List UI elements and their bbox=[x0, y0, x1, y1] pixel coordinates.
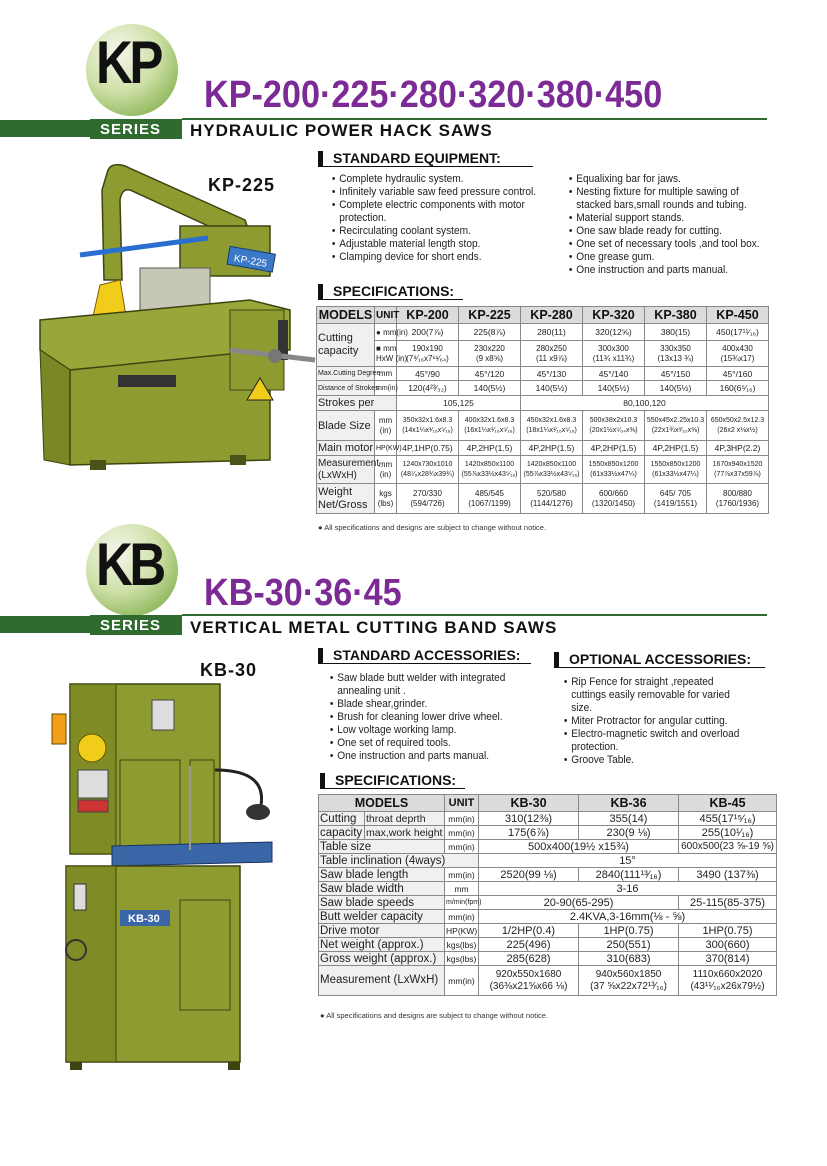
table-cell: 370(814) bbox=[679, 952, 777, 966]
row-label bbox=[317, 324, 375, 367]
table-cell bbox=[645, 456, 707, 484]
cell-value: 1550x850x1200 bbox=[588, 460, 639, 468]
kp-specifications-table bbox=[316, 306, 769, 514]
unit-cell bbox=[375, 411, 397, 441]
kp-disclaimer: ● All specifications and designs are subject to change without notice. bbox=[318, 523, 546, 532]
table-cell: 140(5½) bbox=[583, 381, 645, 396]
row-label: Table inclination (4ways) bbox=[319, 854, 479, 868]
label-text: Cutting capacity bbox=[318, 332, 359, 357]
table-cell: 2840(111¹³⁄₁₆) bbox=[579, 868, 679, 882]
row-label: Max.Cutting Degree bbox=[317, 367, 375, 381]
table-cell: 160(6⁵⁄₁₆) bbox=[707, 381, 769, 396]
row-label: Saw blade length bbox=[319, 868, 445, 882]
kp-title-rule bbox=[182, 118, 767, 120]
cell-value: (20x1½x⁵⁄₆₄x⅜) bbox=[589, 426, 638, 434]
table-cell bbox=[459, 484, 521, 514]
table-cell: 140(5½) bbox=[645, 381, 707, 396]
list-item: • One instruction and parts manual. bbox=[328, 750, 521, 763]
header-model: KP-380 bbox=[645, 307, 707, 324]
cell-value: 230x220 bbox=[474, 343, 505, 353]
table-cell: 450(17¹¹⁄₁₆) bbox=[707, 324, 769, 341]
table-cell bbox=[583, 456, 645, 484]
unit-text: (in) bbox=[395, 353, 408, 363]
list-item: • Groove Table. bbox=[562, 754, 746, 767]
cell-value: 330x350 bbox=[660, 343, 691, 353]
unit-cell: mm(in) bbox=[445, 868, 479, 882]
row-label: Gross weight (approx.) bbox=[319, 952, 445, 966]
list-item: • Saw blade butt welder with integrated annealing unit . bbox=[328, 672, 521, 698]
table-cell: 45°/130 bbox=[521, 367, 583, 381]
cell-value: 800/880 bbox=[723, 488, 752, 498]
table-cell: 310(12⅜) bbox=[479, 812, 579, 826]
unit-text: kgs bbox=[379, 488, 392, 498]
table-cell: 255(10¹⁄₁₆) bbox=[679, 826, 777, 840]
unit-cell: HP(KW) bbox=[446, 925, 478, 936]
table-cell: 225(8⅞) bbox=[459, 324, 521, 341]
kp-badge-text: KP bbox=[96, 29, 161, 96]
unit-cell: mm(in) bbox=[445, 840, 479, 854]
list-item: • Adjustable material length stop. bbox=[330, 238, 551, 251]
table-cell bbox=[459, 411, 521, 441]
kp-specifications-heading: SPECIFICATIONS: bbox=[318, 284, 463, 300]
kp-225-machine-image bbox=[30, 160, 320, 480]
table-cell: 140(5½) bbox=[521, 381, 583, 396]
table-cell bbox=[583, 411, 645, 441]
table-cell: 45°/150 bbox=[645, 367, 707, 381]
table-cell bbox=[707, 484, 769, 514]
list-item: • Clamping device for short ends. bbox=[330, 251, 551, 264]
header-model: KB-30 bbox=[479, 795, 579, 812]
row-label: Weight Net/Gross bbox=[317, 484, 375, 514]
kp-machine-plate: KP-225 bbox=[233, 253, 268, 270]
cell-value: (48⁷⁄₈x28¾x39¾) bbox=[400, 470, 455, 478]
cell-value: (13x13 ¾) bbox=[657, 353, 694, 363]
row-label: Drive motor bbox=[319, 924, 445, 938]
table-cell: 230(9 ⅛) bbox=[579, 826, 679, 840]
table-cell: 300(660) bbox=[679, 938, 777, 952]
cell-value: 1110x660x2020 bbox=[692, 968, 763, 980]
cell-value: (55⅞x33½x43⁵⁄₁₆) bbox=[461, 470, 518, 478]
list-item: • Complete hydraulic system. bbox=[330, 173, 551, 186]
unit-cell: mm bbox=[445, 882, 479, 896]
kb-optional-accessories-list bbox=[562, 676, 746, 767]
cell-value: 645/ 705 bbox=[659, 488, 692, 498]
cell-value: 650x50x2.5x12.3 bbox=[710, 416, 765, 424]
kp-standard-equipment-heading: STANDARD EQUIPMENT: bbox=[318, 151, 533, 167]
table-cell bbox=[521, 484, 583, 514]
table-cell: 20-90(65-295) bbox=[479, 896, 679, 910]
cell-value: (61x33½x47¼) bbox=[652, 470, 699, 478]
cell-value: 450x32x1.6x8.3 bbox=[526, 416, 577, 424]
table-cell bbox=[583, 341, 645, 367]
list-item: • One grease gum. bbox=[567, 251, 765, 264]
header-model: KP-450 bbox=[707, 307, 769, 324]
cell-value: (14x1¼x¹⁄₁₆x⁵⁄₁₆) bbox=[402, 426, 453, 434]
unit-text: mm(in) bbox=[383, 327, 408, 337]
unit-cell: kgs(lbs) bbox=[445, 938, 479, 952]
cell-value: (36⅜x21⅝x66 ⅛) bbox=[489, 980, 568, 992]
table-cell: 200(7⅞) bbox=[397, 324, 459, 341]
table-cell bbox=[459, 456, 521, 484]
table-cell: 320(12⅝) bbox=[583, 324, 645, 341]
table-cell bbox=[645, 341, 707, 367]
unit-cell: mm(in) bbox=[445, 826, 479, 840]
table-cell bbox=[521, 411, 583, 441]
table-cell: 3-16 bbox=[479, 882, 777, 896]
unit-text: mm bbox=[383, 343, 397, 353]
table-cell bbox=[397, 341, 459, 367]
table-cell: 310(683) bbox=[579, 952, 679, 966]
table-cell: 175(6⅞) bbox=[479, 826, 579, 840]
row-label: Cutting bbox=[319, 812, 365, 826]
header-model: KP-320 bbox=[583, 307, 645, 324]
cell-value: 400x32x1.6x8.3 bbox=[464, 416, 515, 424]
table-cell: 15° bbox=[479, 854, 777, 868]
table-cell: 280(11) bbox=[521, 324, 583, 341]
table-cell bbox=[579, 966, 679, 996]
header-unit: UNIT bbox=[375, 307, 397, 324]
table-cell: 2.4KVA,3-16mm(⅛ - ⅝) bbox=[479, 910, 777, 924]
table-cell: 2520(99 ⅛) bbox=[479, 868, 579, 882]
list-item: • One saw blade ready for cutting. bbox=[567, 225, 765, 238]
table-cell bbox=[459, 341, 521, 367]
unit-cell: mm(in) bbox=[445, 910, 479, 924]
table-cell: 285(628) bbox=[479, 952, 579, 966]
row-label: Blade Size bbox=[317, 411, 375, 441]
list-item: • Infinitely variable saw feed pressure control. bbox=[330, 186, 551, 199]
cell-value: 600/660 bbox=[599, 488, 628, 498]
cell-value: 940x560x1850 bbox=[595, 968, 662, 980]
cell-value: (18x1¼x¹⁄₁₆x⁵⁄₁₆) bbox=[526, 426, 577, 434]
list-item: • Miter Protractor for angular cutting. bbox=[562, 715, 746, 728]
unit-text: mm bbox=[378, 459, 393, 469]
unit-cell: m/min(fpm) bbox=[445, 896, 479, 910]
table-cell bbox=[707, 456, 769, 484]
row-label: Saw blade speeds bbox=[319, 896, 445, 910]
table-cell: 225(496) bbox=[479, 938, 579, 952]
table-cell: 4P,2HP(1.5) bbox=[521, 441, 583, 456]
unit-cell: mm(in) bbox=[375, 381, 397, 396]
table-cell bbox=[645, 411, 707, 441]
kp-title: KP-200·225·280·320·380·450 bbox=[204, 74, 663, 116]
cell-value: (1144/1276) bbox=[530, 498, 573, 508]
header-model: KB-45 bbox=[679, 795, 777, 812]
round-symbol-icon: ● bbox=[376, 327, 381, 337]
table-cell: 3490 (137⅜) bbox=[679, 868, 777, 882]
header-model: KP-280 bbox=[521, 307, 583, 324]
cell-value: 190x190 bbox=[412, 343, 443, 353]
table-cell bbox=[479, 966, 579, 996]
cell-value: 920x550x1680 bbox=[495, 968, 562, 980]
table-cell: 500x400(19½ x15¾) bbox=[479, 840, 679, 854]
table-cell bbox=[707, 341, 769, 367]
kp-series-label: SERIES bbox=[100, 121, 162, 138]
list-item: • Complete electric components with motor protection. bbox=[330, 199, 551, 225]
unit-cell: mm(in) bbox=[445, 812, 479, 826]
kb-30-machine-image bbox=[40, 670, 280, 1080]
kb-specifications-heading: SPECIFICATIONS: bbox=[320, 773, 465, 789]
table-cell bbox=[645, 484, 707, 514]
kb-disclaimer: ● All specifications and designs are subject to change without notice. bbox=[320, 1011, 548, 1020]
kb-badge-text: KB bbox=[96, 531, 163, 598]
table-cell: 4P,2HP(1.5) bbox=[459, 441, 521, 456]
kp-model-label: KP-225 bbox=[208, 175, 276, 195]
cell-value: 500x38x2x10.3 bbox=[589, 416, 638, 424]
table-cell: 80,100,120 bbox=[521, 396, 769, 411]
table-cell: 600x500(23 ⅝-19 ⅝) bbox=[679, 840, 777, 854]
table-cell: 380(15) bbox=[645, 324, 707, 341]
kb-optional-accessories-heading: OPTIONAL ACCESSORIES: bbox=[554, 652, 765, 668]
row-label: Saw blade width bbox=[319, 882, 445, 896]
header-model: KP-225 bbox=[459, 307, 521, 324]
cell-value: (61x33½x47¼) bbox=[590, 470, 637, 478]
cell-value: (1419/1551) bbox=[653, 498, 698, 508]
cell-value: 350x32x1.6x8.3 bbox=[402, 416, 453, 424]
table-cell: 105,125 bbox=[397, 396, 521, 411]
table-cell: 25-115(85-375) bbox=[679, 896, 777, 910]
unit-cell: HP(KW) bbox=[375, 441, 397, 456]
cell-value: 270/330 bbox=[413, 488, 442, 498]
list-item: • Blade shear,grinder. bbox=[328, 698, 521, 711]
kb-series-label: SERIES bbox=[100, 617, 162, 634]
rect-symbol-icon: ■ bbox=[376, 343, 381, 353]
cell-value: 550x45x2.25x10.3 bbox=[646, 416, 705, 424]
row-label: throat deprth bbox=[365, 812, 445, 826]
cell-value: (77⅞x37x59⅞) bbox=[714, 470, 761, 478]
table-cell bbox=[397, 456, 459, 484]
cell-value: (22x1¾x³⁄₃₂x⅜) bbox=[651, 426, 700, 434]
header-model: KP-200 bbox=[397, 307, 459, 324]
cell-value: (37 ⅝x22x72¹³⁄₁₆) bbox=[590, 980, 667, 992]
table-cell: 4P,2HP(1.5) bbox=[645, 441, 707, 456]
row-label: Measurement (LxWxH) bbox=[319, 966, 445, 996]
cell-value: (16x1¼x¹⁄₁₆x⁵⁄₁₆) bbox=[464, 426, 515, 434]
list-item: • Material support stands. bbox=[567, 212, 765, 225]
list-item: • One set of necessary tools ,and tool box. bbox=[567, 238, 765, 251]
list-item: • Recirculating coolant system. bbox=[330, 225, 551, 238]
cell-value: 1420x850x1100 bbox=[526, 460, 577, 468]
unit-cell: mm bbox=[375, 367, 397, 381]
cell-value: 485/545 bbox=[475, 488, 504, 498]
cell-value: (7⁹⁄₁₆x7⁶¹⁄₆₄) bbox=[406, 353, 449, 363]
kp-standard-equipment-list-2 bbox=[567, 173, 765, 277]
table-cell bbox=[583, 484, 645, 514]
kb-model-label: KB-30 bbox=[200, 660, 258, 680]
cell-value: (11 x9⅞) bbox=[536, 353, 567, 363]
cell-value: (1067/1199) bbox=[468, 498, 511, 508]
list-item: • Equalixing bar for jaws. bbox=[567, 173, 765, 186]
table-cell: 1HP(0.75) bbox=[579, 924, 679, 938]
table-cell: 45°/160 bbox=[707, 367, 769, 381]
cell-value: 520/580 bbox=[537, 488, 566, 498]
kb-standard-accessories-list bbox=[328, 672, 521, 763]
kb-machine-plate: KB-30 bbox=[128, 913, 160, 925]
row-label: Measurement (LxWxH) bbox=[317, 456, 375, 484]
table-cell bbox=[397, 411, 459, 441]
cell-value: 1420x850x1100 bbox=[464, 460, 515, 468]
unit-text: (in) bbox=[379, 469, 392, 479]
cell-value: (55⅞x33½x43⁵⁄₁₆) bbox=[523, 470, 580, 478]
cell-value: 400x430 bbox=[722, 343, 753, 353]
header-models: MODELS bbox=[317, 307, 375, 324]
row-label: Strokes per bbox=[317, 396, 397, 411]
table-cell: 4P,1HP(0.75) bbox=[397, 441, 459, 456]
table-cell bbox=[397, 484, 459, 514]
table-cell bbox=[521, 341, 583, 367]
kb-specifications-table bbox=[318, 794, 777, 996]
table-cell bbox=[679, 966, 777, 996]
cell-value: (1760/1936) bbox=[715, 498, 760, 508]
list-item: • Electro-magnetic switch and overload protection. bbox=[562, 728, 746, 754]
table-cell: 250(551) bbox=[579, 938, 679, 952]
cell-value: (11¾ x11¾) bbox=[592, 353, 635, 363]
list-item: • Rip Fence for straight ,repeated cuttings easily removable for varied size. bbox=[562, 676, 746, 715]
cell-value: (594/726) bbox=[410, 498, 445, 508]
kb-standard-accessories-heading: STANDARD ACCESSORIES: bbox=[318, 648, 531, 664]
cell-value: (43¹¹⁄₁₆x26x79½) bbox=[690, 980, 765, 992]
cell-value: 280x250 bbox=[536, 343, 567, 353]
kb-title: KB-30·36·45 bbox=[204, 572, 402, 614]
table-cell bbox=[521, 456, 583, 484]
table-cell: 120(4²³⁄₃₂) bbox=[397, 381, 459, 396]
unit-cell: kgs(lbs) bbox=[445, 952, 479, 966]
table-cell: 45°/90 bbox=[397, 367, 459, 381]
kb-series-bar-left bbox=[0, 616, 90, 633]
table-cell: 1HP(0.75) bbox=[679, 924, 777, 938]
header-model: KB-36 bbox=[579, 795, 679, 812]
table-cell: 45°/140 bbox=[583, 367, 645, 381]
row-label: Table size bbox=[319, 840, 445, 854]
header-models: MODELS bbox=[319, 795, 445, 812]
list-item: • Brush for cleaning lower drive wheel. bbox=[328, 711, 521, 724]
table-cell: 4P,2HP(1.5) bbox=[583, 441, 645, 456]
kp-subtitle: HYDRAULIC POWER HACK SAWS bbox=[190, 121, 493, 140]
unit-cell bbox=[375, 324, 408, 341]
unit-cell bbox=[375, 341, 408, 367]
table-cell: 4P,3HP(2.2) bbox=[707, 441, 769, 456]
cell-value: 300x300 bbox=[598, 343, 629, 353]
unit-cell: mm(in) bbox=[445, 966, 479, 996]
table-cell: 455(17¹⁵⁄₁₆) bbox=[679, 812, 777, 826]
cell-value: (26x2 x⅛x½) bbox=[717, 426, 758, 434]
unit-text: mm bbox=[378, 415, 393, 425]
row-label: Butt welder capacity bbox=[319, 910, 445, 924]
row-label: Main motor bbox=[318, 442, 374, 454]
cell-value: (15¾x17) bbox=[720, 353, 755, 363]
row-label: max,work height bbox=[365, 826, 445, 840]
list-item: • Nesting fixture for multiple sawing of stacked bars,small rounds and tubing. bbox=[567, 186, 765, 212]
unit-text: (in) bbox=[379, 425, 392, 435]
cell-value: 1240x730x1010 bbox=[402, 460, 453, 468]
header-unit: UNIT bbox=[445, 795, 479, 812]
cell-value: 1550x850x1200 bbox=[650, 460, 701, 468]
unit-cell bbox=[375, 484, 397, 514]
cell-value: (9 x8⅝) bbox=[475, 353, 504, 363]
table-cell: 355(14) bbox=[579, 812, 679, 826]
list-item: • Low voltage working lamp. bbox=[328, 724, 521, 737]
table-cell: 45°/120 bbox=[459, 367, 521, 381]
table-cell: 1/2HP(0.4) bbox=[479, 924, 579, 938]
list-item: • One instruction and parts manual. bbox=[567, 264, 765, 277]
table-cell bbox=[707, 411, 769, 441]
list-item: • One set of required tools. bbox=[328, 737, 521, 750]
row-label: capacity bbox=[319, 826, 365, 840]
row-label: Distance of Strokes bbox=[317, 381, 375, 396]
kb-subtitle: VERTICAL METAL CUTTING BAND SAWS bbox=[190, 618, 558, 637]
row-label: Net weight (approx.) bbox=[319, 938, 445, 952]
kp-series-bar-left bbox=[0, 120, 90, 137]
unit-text: (lbs) bbox=[377, 498, 394, 508]
unit-text: HxW bbox=[376, 353, 394, 363]
table-cell: 140(5½) bbox=[459, 381, 521, 396]
cell-value: (1320/1450) bbox=[591, 498, 636, 508]
kp-standard-equipment-list-1 bbox=[330, 173, 551, 264]
cell-value: 1670x940x1520 bbox=[712, 460, 763, 468]
